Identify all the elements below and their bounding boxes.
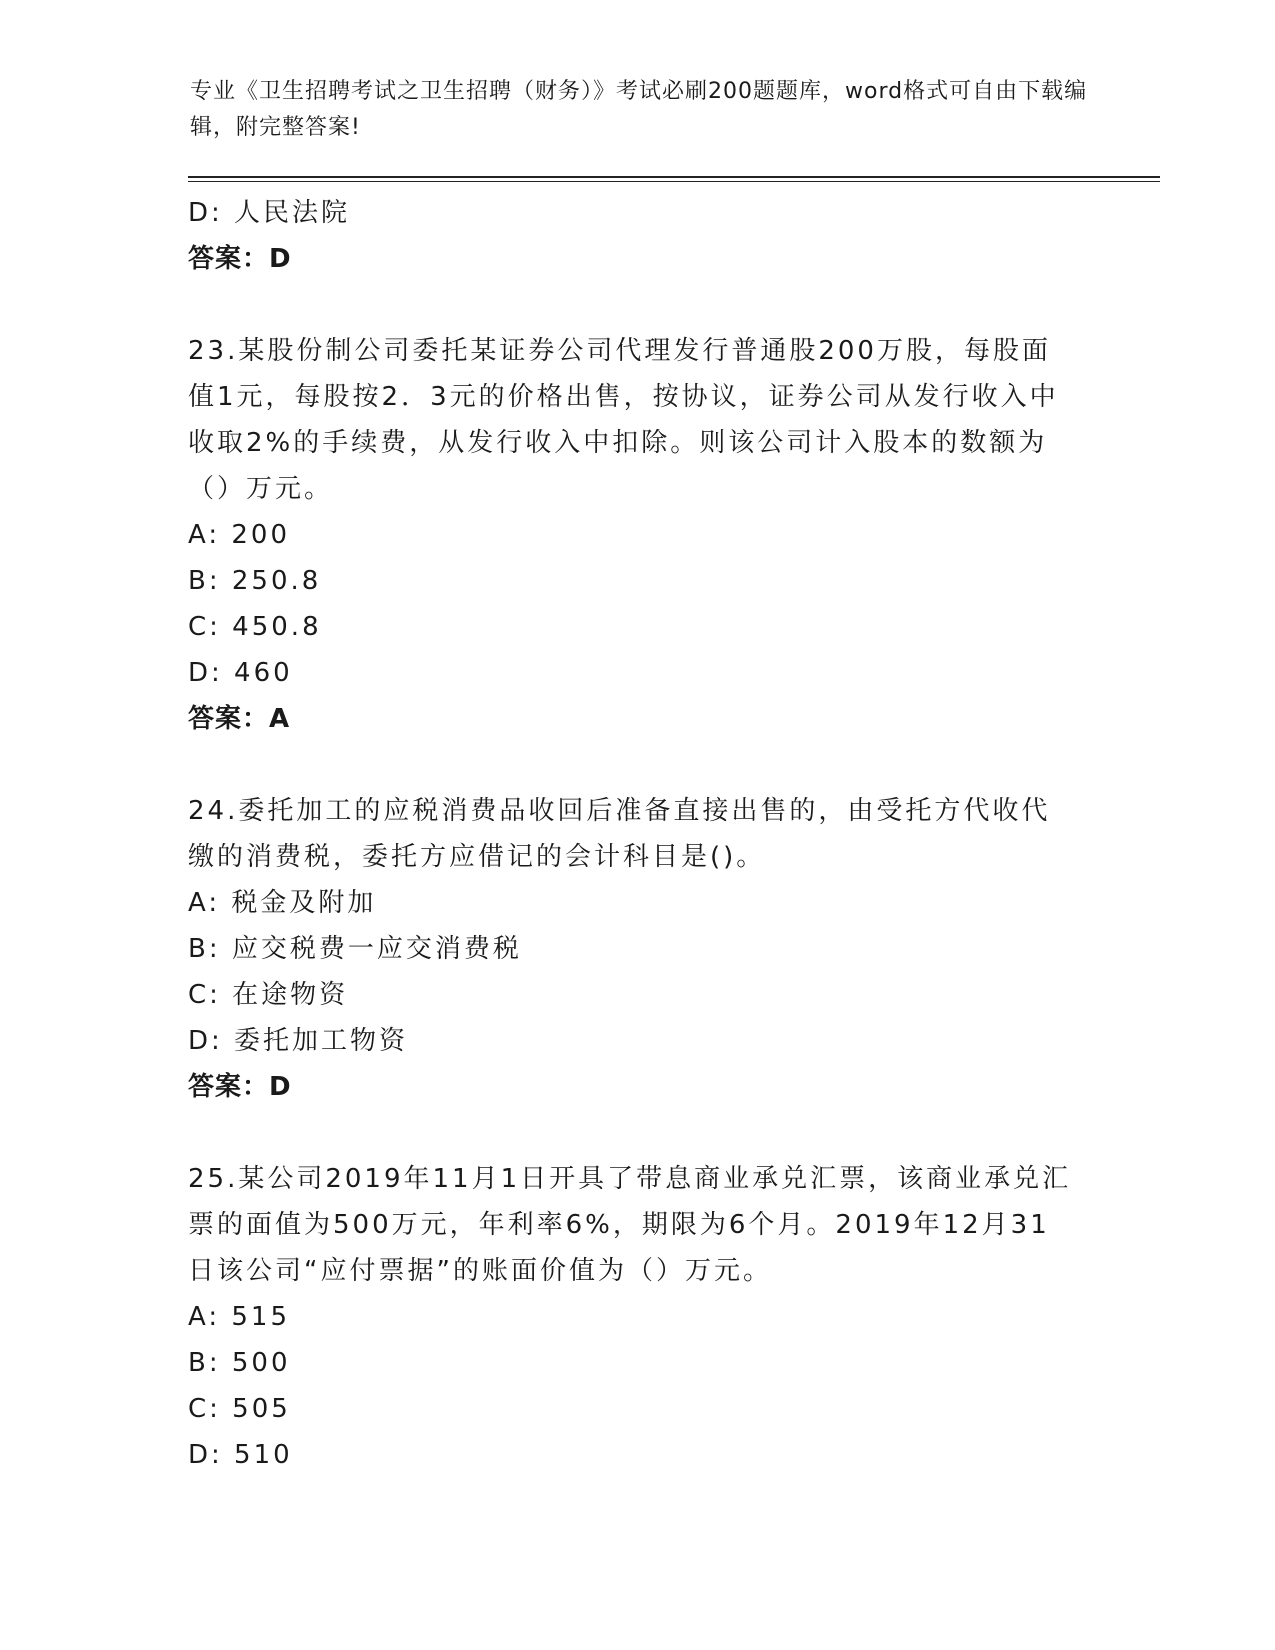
spacer [188, 1110, 1088, 1156]
answer-line: 答案：D [188, 1072, 292, 1102]
question-list [188, 190, 1088, 1478]
spacer [188, 282, 1088, 328]
option-d: D: 510 [188, 1440, 293, 1470]
page-header: 专业《卫生招聘考试之卫生招聘（财务）》考试必刷200题题库，word格式可自由下载编辑，附完整答案! [190, 79, 1088, 140]
question-stem: 24.委托加工的应税消费品收回后准备直接出售的，由受托方代收代缴的消费税，委托方应借记的会计科目是()。 [188, 796, 1051, 872]
option-d: D: 460 [188, 658, 293, 688]
answer-line: 答案：D [188, 244, 292, 274]
header-divider-thin [188, 181, 1160, 182]
option-d: D: 委托加工物资 [188, 1026, 409, 1056]
option-c: C: 505 [188, 1394, 291, 1424]
question-stem: 25.某公司2019年11月1日开具了带息商业承兑汇票，该商业承兑汇票的面值为500万元，年利率6%，期限为6个月。2019年12月31日该公司“应付票据”的账面价值为（）万元。 [188, 1164, 1072, 1286]
header-divider-thick [188, 176, 1160, 178]
option-b: B: 应交税费一应交消费税 [188, 934, 522, 964]
question-24 [188, 788, 1088, 1110]
question-25 [188, 1156, 1088, 1478]
option-c: C: 在途物资 [188, 980, 349, 1010]
prev-question-tail [188, 190, 1088, 282]
option-d: D: 人民法院 [188, 198, 351, 228]
answer-line: 答案：A [188, 704, 291, 734]
question-stem: 23.某股份制公司委托某证券公司代理发行普通股200万股，每股面值1元，每股按2．3元的价格出售，按协议，证券公司从发行收入中收取2%的手续费，从发行收入中扣除。则该公司计入股本的数额为（）万元。 [188, 336, 1059, 504]
option-c: C: 450.8 [188, 612, 322, 642]
option-b: B: 500 [188, 1348, 291, 1378]
option-a: A: 515 [188, 1302, 290, 1332]
spacer [188, 742, 1088, 788]
option-a: A: 税金及附加 [188, 888, 377, 918]
question-23 [188, 328, 1088, 742]
option-a: A: 200 [188, 520, 290, 550]
option-b: B: 250.8 [188, 566, 322, 596]
